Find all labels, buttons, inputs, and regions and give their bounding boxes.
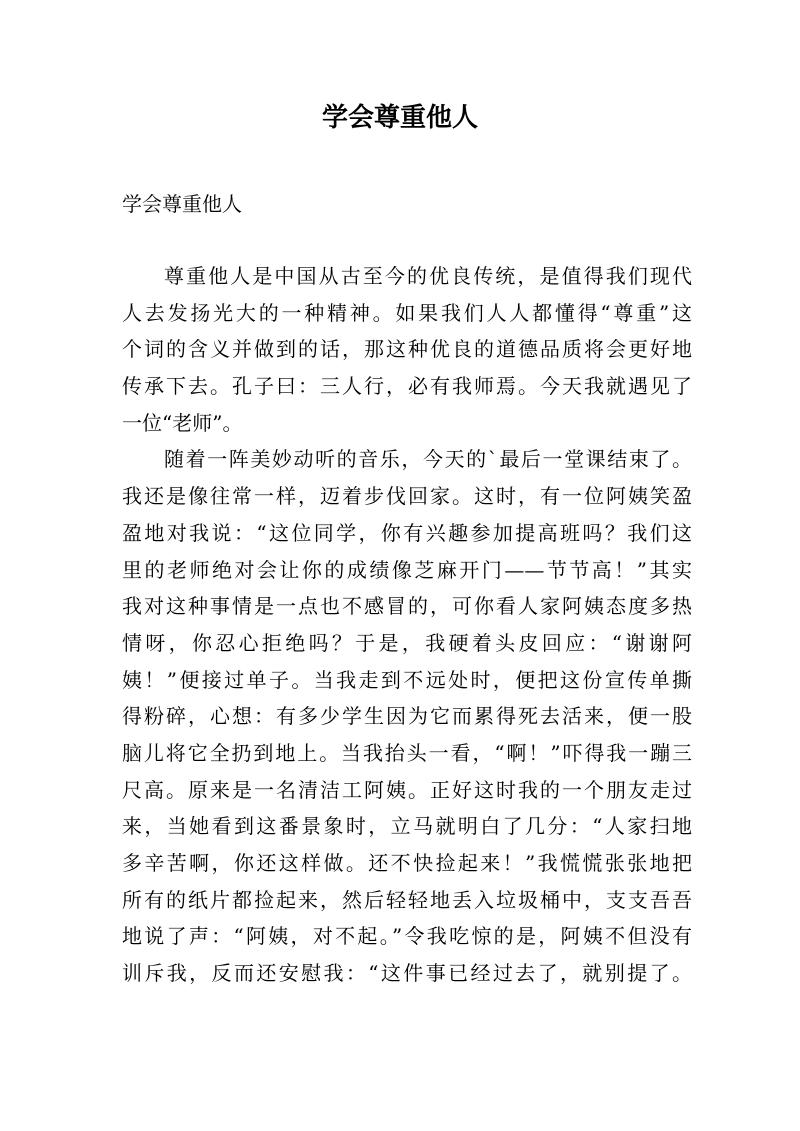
text-line: 随着一阵美妙动听的音乐，今天的`最后一堂课结束了。 [164, 447, 692, 472]
paragraph [122, 258, 692, 441]
text-line: 我还是像往常一样，迈着步伐回家。这时，有一位阿姨笑盈 [122, 484, 692, 509]
text-line: 尊重他人是中国从古至今的优良传统，是值得我们现代 [164, 264, 692, 288]
text-line: 得粉碎，心想：有多少学生因为它而累得死去活来，便一股 [122, 704, 692, 729]
text-line: 训斥我，反而还安慰我：“这件事已经过去了，就别提了。 [122, 961, 692, 986]
document-title: 学会尊重他人 [321, 103, 478, 133]
text-line: 一位“老师”。 [122, 410, 243, 435]
text-line: 尺高。原来是一名清洁工阿姨。正好这时我的一个朋友走过 [122, 777, 692, 802]
text-line: 来，当她看到这番景象时，立马就明白了几分：“人家扫地 [122, 814, 692, 839]
text-line: 地说了声：“阿姨，对不起。”令我吃惊的是，阿姨不但没有 [122, 924, 692, 949]
text-line: 传承下去。孔子曰：三人行，必有我师焉。今天我就遇见了 [122, 374, 692, 399]
document-body [122, 258, 692, 992]
text-line: 人去发扬光大的一种精神。如果我们人人都懂得“尊重”这 [122, 300, 692, 325]
document-subtitle: 学会尊重他人 [122, 192, 242, 216]
text-line: 里的老师绝对会让你的成绩像芝麻开门——节节高！”其实 [122, 557, 692, 582]
paragraph [122, 441, 692, 991]
text-line: 我对这种事情是一点也不感冒的，可你看人家阿姨态度多热 [122, 594, 692, 619]
text-line: 情呀，你忍心拒绝吗？于是，我硬着头皮回应：“谢谢阿 [122, 630, 692, 655]
text-line: 个词的含义并做到的话，那这种优良的道德品质将会更好地 [122, 337, 692, 362]
text-line: 姨！”便接过单子。当我走到不远处时，便把这份宣传单撕 [122, 667, 692, 692]
text-line: 所有的纸片都捡起来，然后轻轻地丢入垃圾桶中，支支吾吾 [122, 887, 692, 912]
text-line: 盈地对我说：“这位同学，你有兴趣参加提高班吗？我们这 [122, 520, 692, 545]
text-line: 多辛苦啊，你还这样做。还不快捡起来！”我慌慌张张地把 [122, 851, 692, 875]
text-line: 脑儿将它全扔到地上。当我抬头一看，“啊！”吓得我一蹦三 [122, 740, 692, 765]
